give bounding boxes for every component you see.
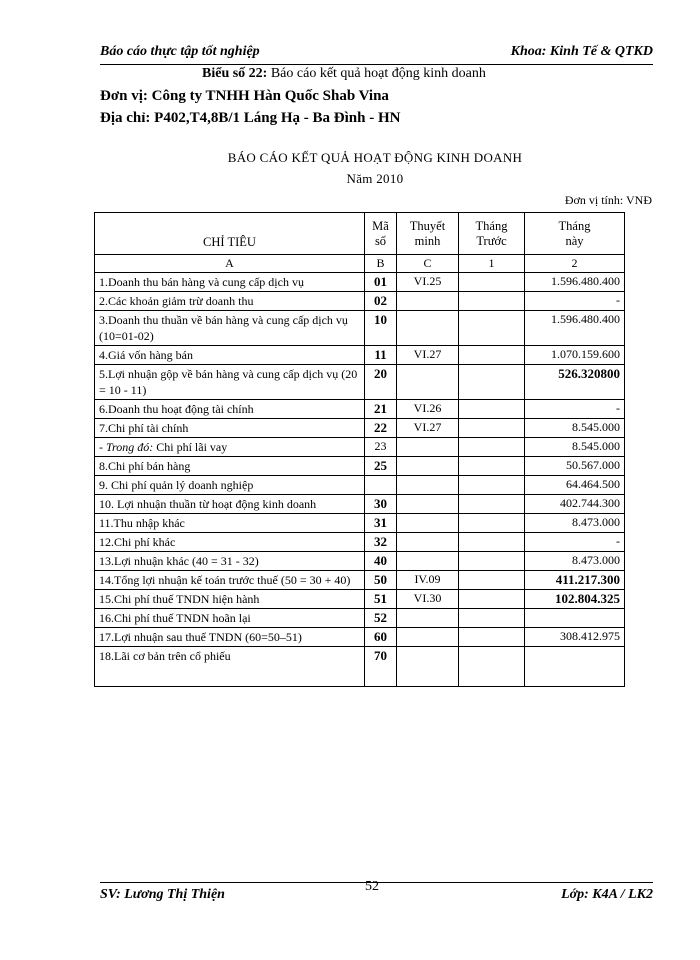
table-row [95,292,625,311]
row-curr-value: 402.744.300 [525,495,625,514]
table-row [95,571,625,590]
row-curr-value: 1.596.480.400 [525,273,625,292]
row-prev-value [459,400,525,419]
row-code: 02 [365,292,397,311]
row-label-text: 10. Lợi nhuận thuần từ hoạt động kinh doanh [99,497,317,511]
row-curr-value: - [525,292,625,311]
col-header-thangnay: Tháng này [525,213,625,255]
table-row [95,533,625,552]
col-header-thuyetminh: Thuyết minh [397,213,459,255]
row-curr-value: 526.320800 [525,365,625,400]
row-curr-value: 8.545.000 [525,438,625,457]
row-note: IV.09 [397,571,459,590]
form-caption [202,66,486,82]
form-caption-text: Báo cáo kết quả hoạt động kinh doanh [267,66,486,81]
row-code: 60 [365,628,397,647]
col-code-b: B [365,255,397,273]
row-curr-value: 64.464.500 [525,476,625,495]
row-note [397,292,459,311]
table-row [95,311,625,346]
row-prev-value [459,628,525,647]
table-row [95,438,625,457]
row-prev-value [459,514,525,533]
row-curr-value: 102.804.325 [525,590,625,609]
header-left-text: Báo cáo thực tập tốt nghiệp [100,44,260,59]
footer-student: SV: Lương Thị Thiện [100,887,225,902]
row-label-text: 17.Lợi nhuận sau thuế TNDN (60=50–51) [99,630,302,644]
row-code: 51 [365,590,397,609]
row-label-text: 14.Tổng lợi nhuận kế toán trước thuế (50 = 30 + 40) [99,573,351,587]
page-footer [100,879,653,903]
row-label [95,457,365,476]
row-label-text: 5.Lợi nhuận gộp về bán hàng và cung cấp dịch vụ (20 = 10 - 11) [99,367,358,397]
row-note [397,438,459,457]
row-label [95,533,365,552]
row-label-text: 7.Chi phí tài chính [99,421,189,435]
row-prev-value [459,609,525,628]
row-code: 50 [365,571,397,590]
table-row [95,590,625,609]
col-header-thangtruoc: Tháng Trước [459,213,525,255]
row-curr-value [525,647,625,687]
row-label-text: 13.Lợi nhuận khác (40 = 31 - 32) [99,554,259,568]
row-label [95,346,365,365]
row-label-text: 18.Lãi cơ bản trên cổ phiếu [99,649,231,663]
row-prev-value [459,365,525,400]
row-label-text: 15.Chi phí thuế TNDN hiện hành [99,592,260,606]
row-curr-value: - [525,533,625,552]
col-header-chitieu: CHỈ TIÊU [95,213,365,255]
table-row [95,457,625,476]
row-prev-value [459,533,525,552]
row-label [95,495,365,514]
row-code: 22 [365,419,397,438]
row-curr-value: 8.545.000 [525,419,625,438]
row-curr-value: 50.567.000 [525,457,625,476]
row-note [397,495,459,514]
form-number: Biểu số 22: [202,66,268,81]
row-label [95,438,365,457]
row-curr-value: 8.473.000 [525,552,625,571]
row-label-text: 11.Thu nhập khác [99,516,185,530]
company-name: Đơn vị: Công ty TNHH Hàn Quốc Shab Vina [100,88,389,104]
row-label [95,476,365,495]
row-note: VI.27 [397,419,459,438]
row-code: 32 [365,533,397,552]
table-row [95,346,625,365]
row-label-text: 2.Các khoản giảm trừ doanh thu [99,294,254,308]
row-note [397,476,459,495]
row-note [397,552,459,571]
row-curr-value: - [525,400,625,419]
row-prev-value [459,495,525,514]
row-label-text: 4.Giá vốn hàng bán [99,348,193,362]
row-label [95,400,365,419]
table-row [95,400,625,419]
col-code-a: A [95,255,365,273]
row-prev-value [459,571,525,590]
company-address: Địa chỉ: P402,T4,8B/1 Láng Hạ - Ba Đình - HN [100,110,401,126]
page-number: 52 [365,879,379,894]
table-body [95,273,625,687]
row-label [95,628,365,647]
row-note: VI.27 [397,346,459,365]
row-label [95,647,365,687]
report-year: Năm 2010 [346,171,404,186]
col-header-maso: Mã số [365,213,397,255]
col-code-2: 2 [525,255,625,273]
row-label-text: 1.Doanh thu bán hàng và cung cấp dịch vụ [99,275,304,289]
row-label [95,571,365,590]
row-code: 21 [365,400,397,419]
table-row [95,514,625,533]
row-code: 20 [365,365,397,400]
table-row [95,628,625,647]
row-label-text: 16.Chi phí thuế TNDN hoãn lại [99,611,251,625]
row-label [95,292,365,311]
row-prev-value [459,419,525,438]
row-code: 11 [365,346,397,365]
row-label-text: 12.Chi phí khác [99,535,176,549]
footer-class: Lớp: K4A / LK2 [561,887,653,902]
row-prev-value [459,273,525,292]
row-label [95,311,365,346]
row-label-text: 8.Chi phí bán hàng [99,459,191,473]
row-label-text: 6.Doanh thu hoạt động tài chính [99,402,254,416]
row-note: VI.26 [397,400,459,419]
row-prev-value [459,552,525,571]
row-code: 01 [365,273,397,292]
row-note [397,457,459,476]
row-label [95,590,365,609]
col-code-c: C [397,255,459,273]
row-code: 52 [365,609,397,628]
row-curr-value: 411.217.300 [525,571,625,590]
row-note [397,365,459,400]
currency-unit: Đơn vị tính: VNĐ [564,193,652,207]
row-code: 23 [365,438,397,457]
table-row [95,647,625,687]
row-prev-value [459,476,525,495]
page-header [100,42,653,65]
table-row [95,419,625,438]
header-right-text: Khoa: Kinh Tế & QTKD [510,44,653,59]
row-prev-value [459,438,525,457]
row-prev-value [459,647,525,687]
row-label-text: 3.Doanh thu thuần về bán hàng và cung cấp dịch vụ (10=01-02) [99,313,348,343]
row-note [397,533,459,552]
row-label-text: Chi phí lãi vay [153,440,228,454]
row-label [95,514,365,533]
row-code: 31 [365,514,397,533]
table-row [95,365,625,400]
row-label [95,552,365,571]
row-label [95,273,365,292]
row-prev-value [459,590,525,609]
row-label [95,365,365,400]
row-code: 40 [365,552,397,571]
row-code: 70 [365,647,397,687]
row-code: 10 [365,311,397,346]
row-curr-value: 1.070.159.600 [525,346,625,365]
row-code: 25 [365,457,397,476]
row-curr-value [525,609,625,628]
row-code [365,476,397,495]
row-prev-value [459,292,525,311]
row-curr-value: 308.412.975 [525,628,625,647]
table-row [95,476,625,495]
row-prev-value [459,346,525,365]
row-label [95,609,365,628]
row-note [397,514,459,533]
row-note [397,647,459,687]
table-row [95,552,625,571]
row-label [95,419,365,438]
row-note [397,628,459,647]
row-prev-value [459,457,525,476]
row-note: VI.30 [397,590,459,609]
report-title: BÁO CÁO KẾT QUẢ HOẠT ĐỘNG KINH DOANH [227,150,523,165]
row-code: 30 [365,495,397,514]
row-note [397,609,459,628]
row-curr-value: 8.473.000 [525,514,625,533]
table-row [95,495,625,514]
row-note: VI.25 [397,273,459,292]
income-statement-table [94,212,625,687]
table-row [95,273,625,292]
row-label-text: 9. Chi phí quản lý doanh nghiệp [99,478,254,492]
table-row [95,609,625,628]
row-curr-value: 1.596.480.400 [525,311,625,346]
row-prev-value [459,311,525,346]
col-code-1: 1 [459,255,525,273]
row-label-italic: - Trong đó: [99,440,154,454]
row-note [397,311,459,346]
